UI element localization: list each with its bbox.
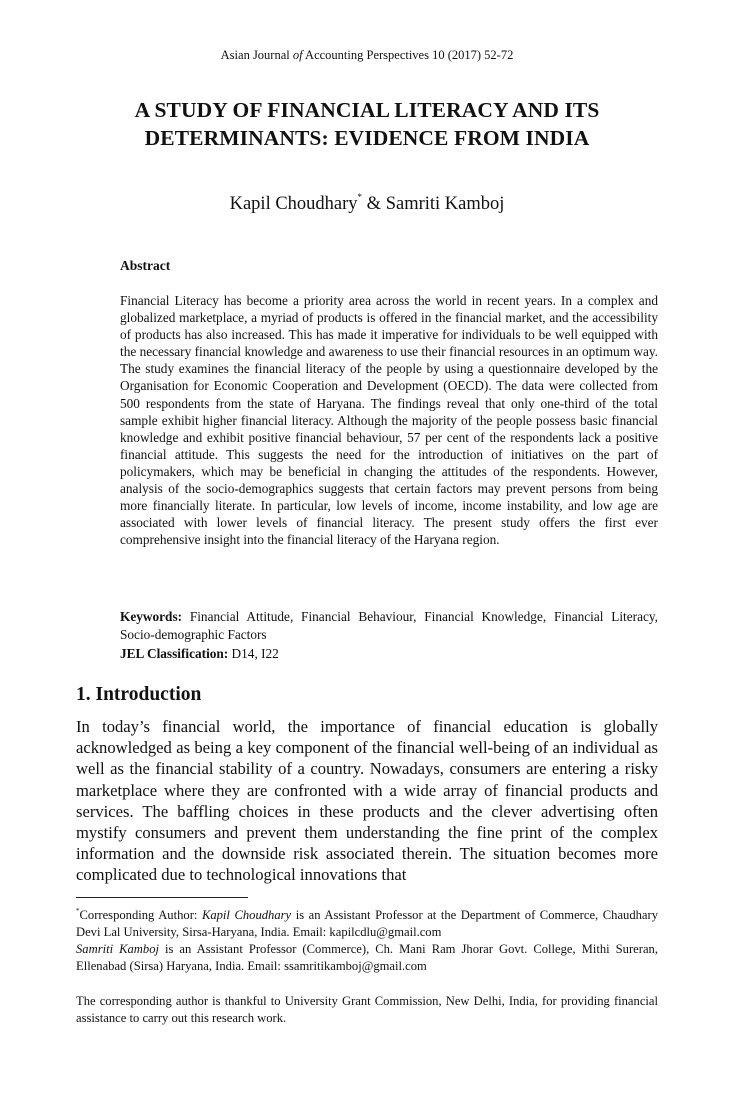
keywords-text: Financial Attitude, Financial Behaviour, Financial Knowledge, Financial Literacy, Socio-demographic Factors	[120, 609, 658, 642]
keywords	[120, 608, 658, 643]
paper-title-line-1: A STUDY OF FINANCIAL LITERACY AND ITS	[134, 98, 600, 122]
footnote-author-2: Samriti Kamboj	[76, 942, 159, 956]
section-heading-introduction: 1. Introduction	[76, 684, 202, 705]
introduction-text: In today’s financial world, the importance of financial education is globally acknowledged as being a key component of the financial well-being of an individual as well as the financial stability of a country. Nowadays, consumers are entering a risky marketplace where they are confronted with a wide array of financial products and services. The baffling choices in these products and the clever advertising often mystify consumers and prevent them understanding the fine print of the complex information and the downside risk associated therein. The situation becomes more complicated due to technological innovations that	[76, 717, 658, 885]
journal-name-of: of	[292, 48, 303, 62]
footnote-part-3: is an Assistant Professor (Commerce), Ch. Mani Ram Jhorar Govt. College, Mithi Sureran, Ellenabad (Sirsa) Haryana, India. Email: ssamritikamboj@gmail.com	[76, 942, 658, 973]
running-header	[0, 47, 734, 63]
author-2: Samriti Kamboj	[385, 194, 505, 214]
paper-title	[70, 96, 664, 152]
jel-text: D14, I22	[228, 646, 279, 661]
footnote-author-1: Kapil Choudhary	[201, 908, 292, 922]
author-1-footnote-mark: *	[357, 192, 363, 202]
abstract-text: Financial Literacy has become a priority area across the world in recent years. In a complex and globalized marketplace, a myriad of products is offered in the financial market, and the accessibility of products has also increased. This has made it imperative for individuals to be well equipped with the necessary financial knowledge and awareness to use their financial resources in an optimum way. The study examines the financial literacy of the people by using a questionnaire developed by the Organisation for Economic Cooperation and Development (OECD). The data were collected from 500 respondents from the state of Haryana. The findings reveal that only one-third of the total sample exhibit higher financial literacy. Although the majority of the people possess basic financial knowledge and exhibit positive financial behaviour, 57 per cent of the respondents lack a positive financial attitude. This suggests the need for the introduction of initiatives on the part of policymakers, which may be beneficial in changing the attitudes of the respondents. However, analysis of the socio-demographics suggests that certain factors may prevent persons from being more financially literate. In particular, low levels of income, income instability, and low age are associated with lower levels of financial literacy. The present study offers the first ever comprehensive insight into the financial literacy of the Haryana region.	[120, 293, 658, 548]
jel-label: JEL Classification:	[120, 646, 229, 661]
acknowledgement-note: The corresponding author is thankful to University Grant Commission, New Delhi, India, for providing financial assistance to carry out this research work.	[76, 994, 658, 1025]
author-connector: &	[362, 194, 386, 214]
journal-name-post: Accounting Perspectives 10 (2017) 52-72	[302, 48, 514, 62]
journal-name-pre: Asian Journal	[220, 48, 293, 62]
abstract-heading: Abstract	[120, 258, 171, 273]
author-1: Kapil Choudhary	[229, 194, 358, 214]
jel-classification	[120, 645, 279, 663]
corresponding-author-footnote	[76, 907, 658, 975]
footnote-part-1: Corresponding Author:	[79, 908, 202, 922]
keywords-label: Keywords:	[120, 609, 183, 624]
paper-title-line-2: DETERMINANTS: EVIDENCE FROM INDIA	[144, 126, 590, 150]
footnote-divider	[76, 897, 248, 898]
author-list	[0, 192, 734, 216]
footnote-part-2: is an Assistant Professor at the Department of Commerce, Chaudhary Devi Lal University, Sirsa-Haryana, India. Email: kapilcdlu@gmail.com	[76, 908, 659, 939]
footnote-mark: *	[76, 907, 80, 915]
